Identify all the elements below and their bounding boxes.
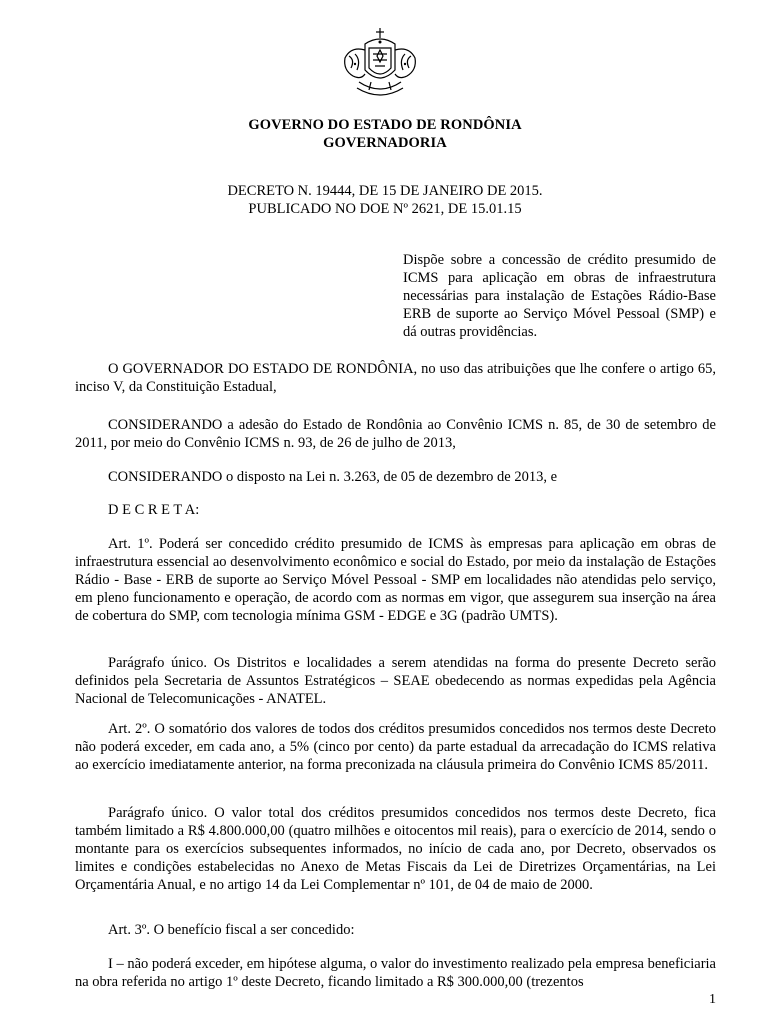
article-1-sole-paragraph: [75, 654, 716, 708]
considerando-paragraph-1: [75, 416, 716, 452]
ementa-summary: Dispõe sobre a concessão de crédito presumido de ICMS para aplicação em obras de infraestrutura necessárias para instalação de Estações Rádio-Base ERB de suporte ao Serviço Móvel Pessoal (SMP) e dá outras providências.: [403, 252, 716, 340]
article-2: [75, 720, 716, 774]
article-1: [75, 535, 716, 625]
considerando-text-1: CONSIDERANDO a adesão do Estado de Rondônia ao Convênio ICMS n. 85, de 30 de setembro de 2011, por meio do Convênio ICMS n. 93, de 26 de julho de 2013,: [75, 417, 716, 451]
article-1-text: Art. 1º. Poderá ser concedido crédito presumido de ICMS às empresas para aplicação em obras de infraestrutura essencial ao desenvolvimento econômico e social do Estado, por meio da instalação de Estações Rádio - Base - ERB de suporte ao Serviço Móvel Pessoal - SMP em localidades não atendidas pelo serviço, em pleno funcionamento e operação, de acordo com as normas em vigor, que assegurem sua inserção na área de cobertura do SMP, com tecnologia mínima GSM - EDGE e 3G (padrão UMTS).: [75, 536, 716, 624]
coat-of-arms-icon: [335, 24, 425, 104]
considerando-paragraph-2: [75, 468, 716, 486]
page-number: 1: [709, 992, 716, 1007]
preamble-text: O GOVERNADOR DO ESTADO DE RONDÔNIA, no uso das atribuições que lhe confere o artigo 65, inciso V, da Constituição Estadual,: [75, 361, 716, 395]
article-1-sole-paragraph-text: Parágrafo único. Os Distritos e localidades a serem atendidas na forma do presente Decreto serão definidos pela Secretaria de Assuntos Estratégicos – SEAE obedecendo as normas expedidas pela Agência Nacional de Telecomunicações - ANATEL.: [75, 655, 716, 707]
department-header: GOVERNADORIA: [323, 135, 447, 151]
article-2-text: Art. 2º. O somatório dos valores de todos dos créditos presumidos concedidos nos termos deste Decreto não poderá exceder, em cada ano, a 5% (cinco por cento) da parte estadual da arrecadação do ICMS relativa ao exercício imediatamente anterior, na forma preconizada na cláusula primeira do Convênio ICMS 85/2011.: [75, 721, 716, 773]
decreta-text: D E C R E T A:: [108, 502, 200, 518]
article-3-text: Art. 3º. O benefício fiscal a ser concedido:: [108, 922, 355, 938]
decreta-heading: [75, 501, 716, 519]
article-2-sole-paragraph: [75, 804, 716, 894]
article-3: [75, 921, 716, 939]
article-3-item-1: [75, 955, 716, 991]
preamble-paragraph: [75, 360, 716, 396]
article-3-item-1-text: I – não poderá exceder, em hipótese alguma, o valor do investimento realizado pela empresa beneficiaria na obra referida no artigo 1º deste Decreto, ficando limitado a R$ 300.000,00 (trezentos: [75, 956, 716, 990]
government-header: GOVERNO DO ESTADO DE RONDÔNIA: [248, 117, 522, 133]
considerando-text-2: CONSIDERANDO o disposto na Lei n. 3.263, de 05 de dezembro de 2013, e: [108, 469, 558, 485]
decree-title: DECRETO N. 19444, DE 15 DE JANEIRO DE 2015.: [227, 183, 543, 199]
article-2-sole-paragraph-text: Parágrafo único. O valor total dos créditos presumidos concedidos nos termos deste Decreto, fica também limitado a R$ 4.800.000,00 (quatro milhões e oitocentos mil reais), para o exercício de 2014, sendo o montante para os exercícios subsequentes informados, no início de cada ano, por Decreto, observados os limites e condições estabelecidas no Anexo de Metas Fiscais da Lei de Diretrizes Orçamentárias, na Lei Orçamentária Anual, e no artigo 14 da Lei Complementar nº 101, de 04 de maio de 2000.: [75, 805, 716, 893]
publication-line: PUBLICADO NO DOE Nº 2621, DE 15.01.15: [248, 201, 522, 217]
